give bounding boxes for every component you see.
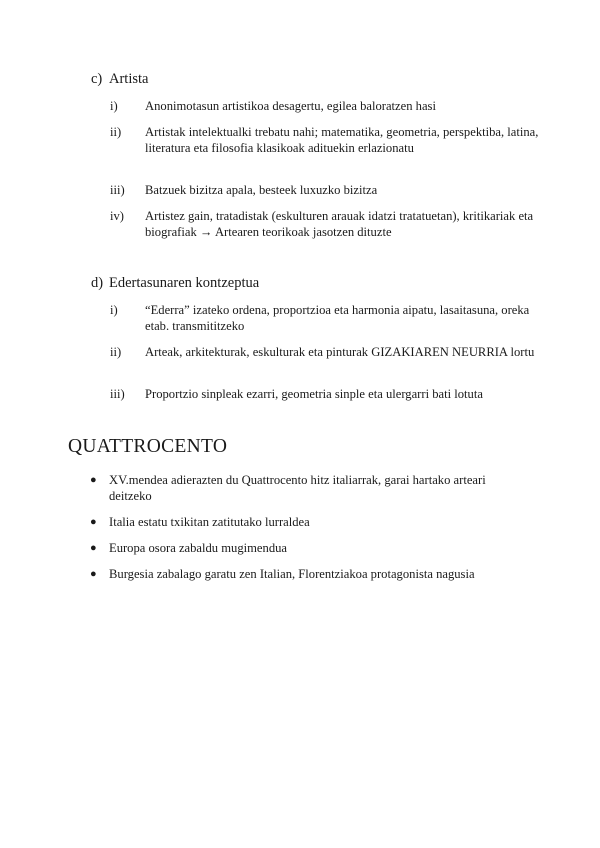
bullet-icon: ●	[90, 474, 97, 486]
bullet-text: XV.mendea adierazten du Quattrocento hitz italiarrak, garai hartako arteari deitzeko	[109, 473, 486, 503]
section-d-heading	[91, 275, 259, 292]
item-number: i)	[110, 303, 118, 317]
bullet-text: Italia estatu txikitan zatitutako lurraldea	[109, 515, 310, 529]
item-text: Batzuek bizitza apala, besteek luxuzko bizitza	[145, 183, 378, 197]
item-text: Arteak, arkitekturak, eskulturak eta pinturak GIZAKIAREN NEURRIA lortu	[145, 345, 535, 359]
bullet-text: Burgesia zabalago garatu zen Italian, Florentziakoa protagonista nagusia	[109, 567, 475, 581]
bullet-icon: ●	[90, 568, 97, 580]
item-number: ii)	[110, 345, 122, 359]
section-c-marker: c)	[91, 71, 103, 87]
quattrocento-heading: QUATTROCENTO	[68, 436, 228, 457]
item-text: “Ederra” izateko ordena, proportzioa eta harmonia aipatu, lasaitasuna, oreka etab. transmititzeko	[145, 303, 530, 333]
section-d-marker: d)	[91, 275, 104, 291]
section-c-title: Artista	[109, 71, 149, 87]
item-number: iii)	[110, 387, 125, 401]
item-number: iii)	[110, 183, 125, 197]
item-text: Artistez gain, tratadistak (eskulturen arauak idatzi tratatuetan), kritikariak eta biografiak → Artearen teorikoak jasotzen dituzte	[145, 209, 534, 239]
bullet-icon: ●	[90, 516, 97, 528]
item-text: Artistak intelektualki trebatu nahi; matematika, geometria, perspektiba, latina, literatura eta filosofia klasikoak adituekin erlazionatu	[145, 125, 539, 155]
section-d-title: Edertasunaren kontzeptua	[109, 275, 260, 291]
item-number: i)	[110, 99, 118, 113]
item-text: Anonimotasun artistikoa desagertu, egilea baloratzen hasi	[145, 99, 436, 113]
section-c-heading	[91, 71, 148, 88]
item-number: iv)	[110, 209, 124, 223]
item-number: ii)	[110, 125, 122, 139]
item-text: Proportzio sinpleak ezarri, geometria sinple eta ulergarri bati lotuta	[145, 387, 483, 401]
bullet-icon: ●	[90, 542, 97, 554]
bullet-text: Europa osora zabaldu mugimendua	[109, 541, 288, 555]
